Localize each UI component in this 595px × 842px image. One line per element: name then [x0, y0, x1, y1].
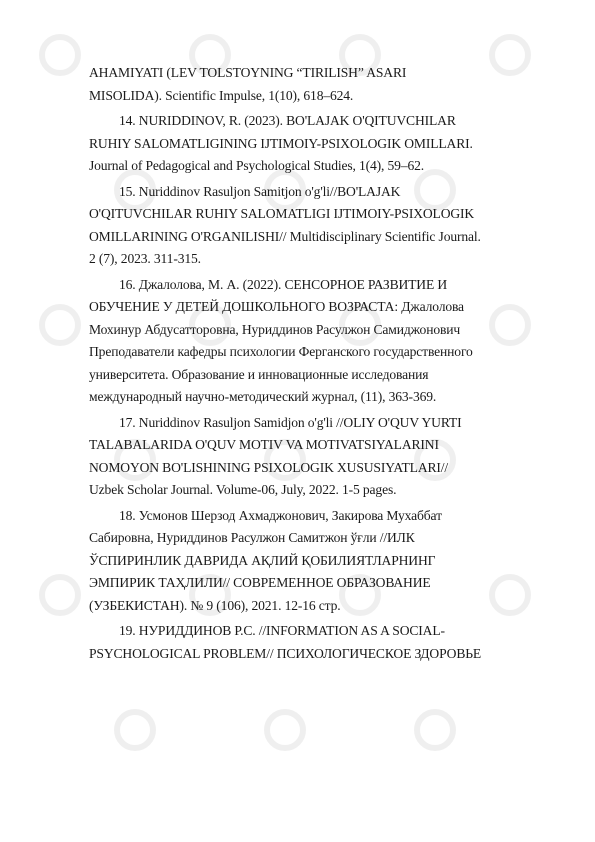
reference-line: ЎСПИРИНЛИК ДАВРИДА АҚЛИЙ ҚОБИЛИЯТЛАРНИНГ [89, 552, 436, 568]
reference-entry [89, 62, 507, 107]
reference-line: NOMOYON BO'LISHINING PSIXOLOGIK XUSUSIYATLARI// [89, 459, 449, 475]
reference-line: MISOLIDA). Scientific Impulse, 1(10), 618–624. [89, 87, 354, 103]
reference-line: (УЗБЕКИСТАН). № 9 (106), 2021. 12-16 стр. [89, 597, 341, 613]
reference-line: TALABALARIDA O'QUV MOTIV VA MOTIVATSIYALARINI [89, 437, 439, 452]
reference-line: университета. Образование и инновационные исследования [89, 366, 429, 382]
reference-line: 15. Nuriddinov Rasuljon Samitjon o'g'li//BO'LAJAK [119, 183, 401, 199]
reference-line: 18. Усмонов Шерзод Ахмаджонович, Закирова Мухаббат [119, 507, 442, 523]
reference-line: AHAMIYATI (LEV TOLSTOYNING “TIRILISH” ASARI [89, 65, 407, 80]
reference-line: ОБУЧЕНИЕ У ДЕТЕЙ ДОШКОЛЬНОГО ВОЗРАСТА: Джалолова [89, 299, 464, 314]
reference-line: 16. Джалолова, М. А. (2022). СЕНСОРНОЕ РАЗВИТИЕ И [119, 276, 448, 292]
reference-line: RUHIY SALOMATLIGINING IJTIMOIY-PSIXOLOGIK OMILLARI. [89, 135, 473, 151]
reference-entry [89, 505, 507, 618]
reference-entry [89, 620, 507, 665]
reference-entry [89, 274, 507, 409]
reference-line: PSYCHOLOGICAL PROBLEM// ПСИХОЛОГИЧЕСКОЕ ЗДОРОВЬЕ [89, 645, 482, 661]
reference-line: 17. Nuriddinov Rasuljon Samidjon o'g'li //OLIY O'QUV YURTI [119, 414, 462, 430]
reference-line: Преподаватели кафедры психологии Ферганского государственного [89, 344, 473, 359]
reference-list [89, 62, 507, 668]
reference-line: международный научно-методический журнал, (11), 363-369. [89, 389, 437, 404]
reference-entry [89, 412, 507, 502]
reference-line: Uzbek Scholar Journal. Volume-06, July, 2022. 1-5 pages. [89, 482, 397, 497]
reference-line: Мохинур Абдусатторовна, Нуриддинов Расулжон Самиджонович [89, 321, 461, 337]
reference-line: O'QITUVCHILAR RUHIY SALOMATLIGI IJTIMOIY-PSIXOLOGIK [89, 206, 475, 221]
reference-line: 19. НУРИДДИНОВ Р.С. //INFORMATION AS A SOCIAL- [119, 623, 445, 638]
reference-entry [89, 110, 507, 178]
reference-line: ЭМПИРИК ТАҲЛИЛИ// СОВРЕМЕННОЕ ОБРАЗОВАНИЕ [89, 575, 431, 590]
reference-entry [89, 181, 507, 271]
reference-line: 2 (7), 2023. 311-315. [89, 251, 201, 266]
reference-line: OMILLARINING O'RGANILISHI// Multidisciplinary Scientific Journal. [89, 228, 481, 244]
reference-line: 14. NURIDDINOV, R. (2023). BO'LAJAK O'QITUVCHILAR [119, 113, 456, 128]
reference-line: Сабировна, Нуриддинов Расулжон Самитжон ўғли //ИЛК [89, 530, 415, 545]
reference-line: Journal of Pedagogical and Psychological Studies, 1(4), 59–62. [89, 158, 425, 173]
